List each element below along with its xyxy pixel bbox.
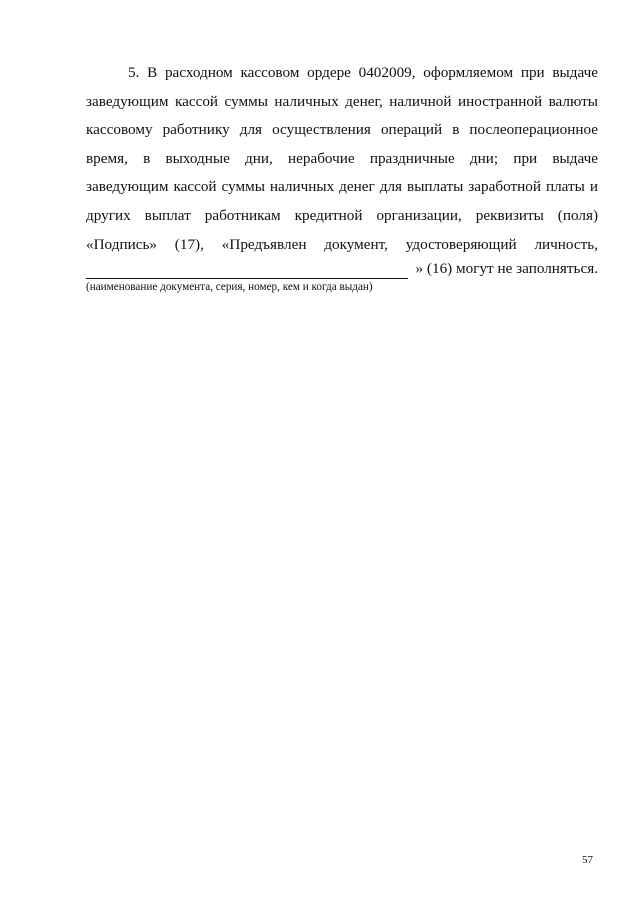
paragraph-line: «Подпись» (17), «Предъявлен документ, удостоверяющий личность, — [86, 235, 598, 253]
paragraph-line: других выплат работникам кредитной организации, реквизиты (поля) — [86, 206, 598, 224]
paragraph-line-tail: » (16) могут не заполняться. — [415, 260, 598, 277]
page-number: 57 — [582, 854, 593, 866]
paragraph-item-5 — [86, 59, 598, 259]
blank-underline — [86, 278, 408, 279]
paragraph-line: кассовому работнику для осуществления операций в послеоперационное — [86, 121, 598, 139]
paragraph-line: 5. В расходном кассовом ордере 0402009, оформляемом при выдаче — [128, 64, 598, 81]
paragraph-line: время, в выходные дни, нерабочие праздничные дни; при выдаче — [86, 149, 598, 167]
paragraph-line: заведующим кассой суммы наличных денег для выплаты заработной платы и — [86, 178, 598, 196]
paragraph-line: заведующим кассой суммы наличных денег, наличной иностранной валюты — [86, 92, 598, 110]
document-blank-row — [86, 259, 598, 283]
blank-caption: (наименование документа, серия, номер, кем и когда выдан) — [86, 281, 373, 293]
